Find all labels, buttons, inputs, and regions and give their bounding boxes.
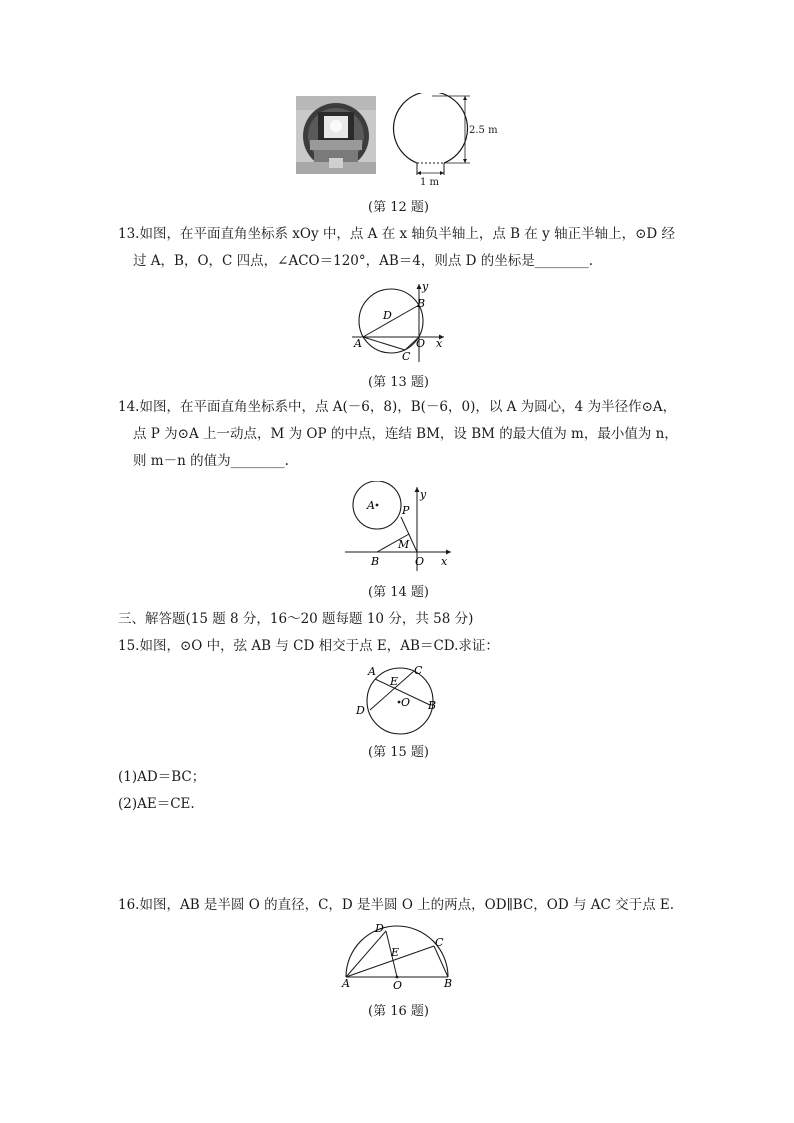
- q13-label-x: x: [436, 337, 443, 350]
- q15-part1: (1)AD＝BC；: [118, 769, 206, 785]
- q14-label-A: A: [367, 499, 375, 512]
- q13-label-D: D: [383, 309, 392, 322]
- q15-label-O: O: [401, 696, 411, 709]
- q16-label-O: O: [393, 979, 403, 992]
- q13-label-C: C: [402, 350, 411, 363]
- q15-label-B: B: [428, 699, 437, 712]
- q12-dim-height: 2.5 m: [469, 125, 498, 136]
- q14-text-line1: 14.如图，在平面直角坐标系中，点 A(－6，8)，B(－6，0)，以 A 为圆心，4 为半径作⊙A，: [118, 399, 677, 415]
- q13-label-O: O: [416, 337, 426, 350]
- q15-text-line1: 15.如图，⊙O 中，弦 AB 与 CD 相交于点 E，AB＝CD.求证：: [118, 638, 499, 654]
- q12-photo: [296, 96, 376, 174]
- q14-text-line2: 点 P 为⊙A 上一动点，M 为 OP 的中点，连结 BM，设 BM 的最大值为 m，最小值为 n，: [133, 426, 678, 442]
- q13-diagram: [346, 280, 456, 364]
- q14-label-P: P: [402, 504, 410, 517]
- q16-diagram: [338, 920, 458, 994]
- q12-dim-width: 1 m: [420, 177, 440, 188]
- q15-part2: (2)AE＝CE.: [118, 796, 195, 812]
- q14-text-line3: 则 m－n 的值为________.: [133, 453, 289, 469]
- q14-label-M: M: [398, 538, 410, 551]
- q14-caption: (第 14 题): [368, 585, 429, 600]
- q13-label-y: y: [422, 280, 429, 293]
- q15-label-A: A: [368, 665, 376, 678]
- q16-label-C: C: [435, 936, 444, 949]
- q16-label-B: B: [444, 977, 453, 990]
- q15-label-E: E: [390, 675, 399, 688]
- q16-text-line1: 16.如图，AB 是半圆 O 的直径，C，D 是半圆 O 上的两点，OD∥BC，OD 与 AC 交于点 E.: [118, 897, 675, 913]
- q16-label-A: A: [342, 977, 350, 990]
- q15-caption: (第 15 题): [368, 745, 429, 760]
- q13-text-line2: 过 A，B，O，C 四点，∠ACO＝120°，AB＝4，则点 D 的坐标是________.: [133, 253, 594, 269]
- q12-caption: (第 12 题): [368, 200, 429, 215]
- q12-diagram: [390, 93, 510, 188]
- q14-label-y: y: [420, 488, 427, 501]
- q15-diagram: [352, 662, 444, 738]
- q14-label-O: O: [415, 555, 425, 568]
- q16-label-E: E: [391, 946, 400, 959]
- q14-label-B: B: [371, 555, 380, 568]
- q13-label-A: A: [354, 337, 362, 350]
- q13-text-line1: 13.如图，在平面直角坐标系 xOy 中，点 A 在 x 轴负半轴上，点 B 在 y 轴正半轴上，⊙D 经: [118, 226, 676, 242]
- q13-label-B: B: [417, 297, 426, 310]
- q16-label-D: D: [375, 922, 384, 935]
- section3-heading: 三、解答题(15 题 8 分，16～20 题每题 10 分，共 58 分): [118, 611, 474, 627]
- q14-diagram: [343, 481, 458, 573]
- q15-label-C: C: [414, 664, 423, 677]
- q13-caption: (第 13 题): [368, 375, 429, 390]
- q16-caption: (第 16 题): [368, 1004, 429, 1019]
- q15-label-D: D: [356, 704, 365, 717]
- q14-label-x: x: [441, 555, 448, 568]
